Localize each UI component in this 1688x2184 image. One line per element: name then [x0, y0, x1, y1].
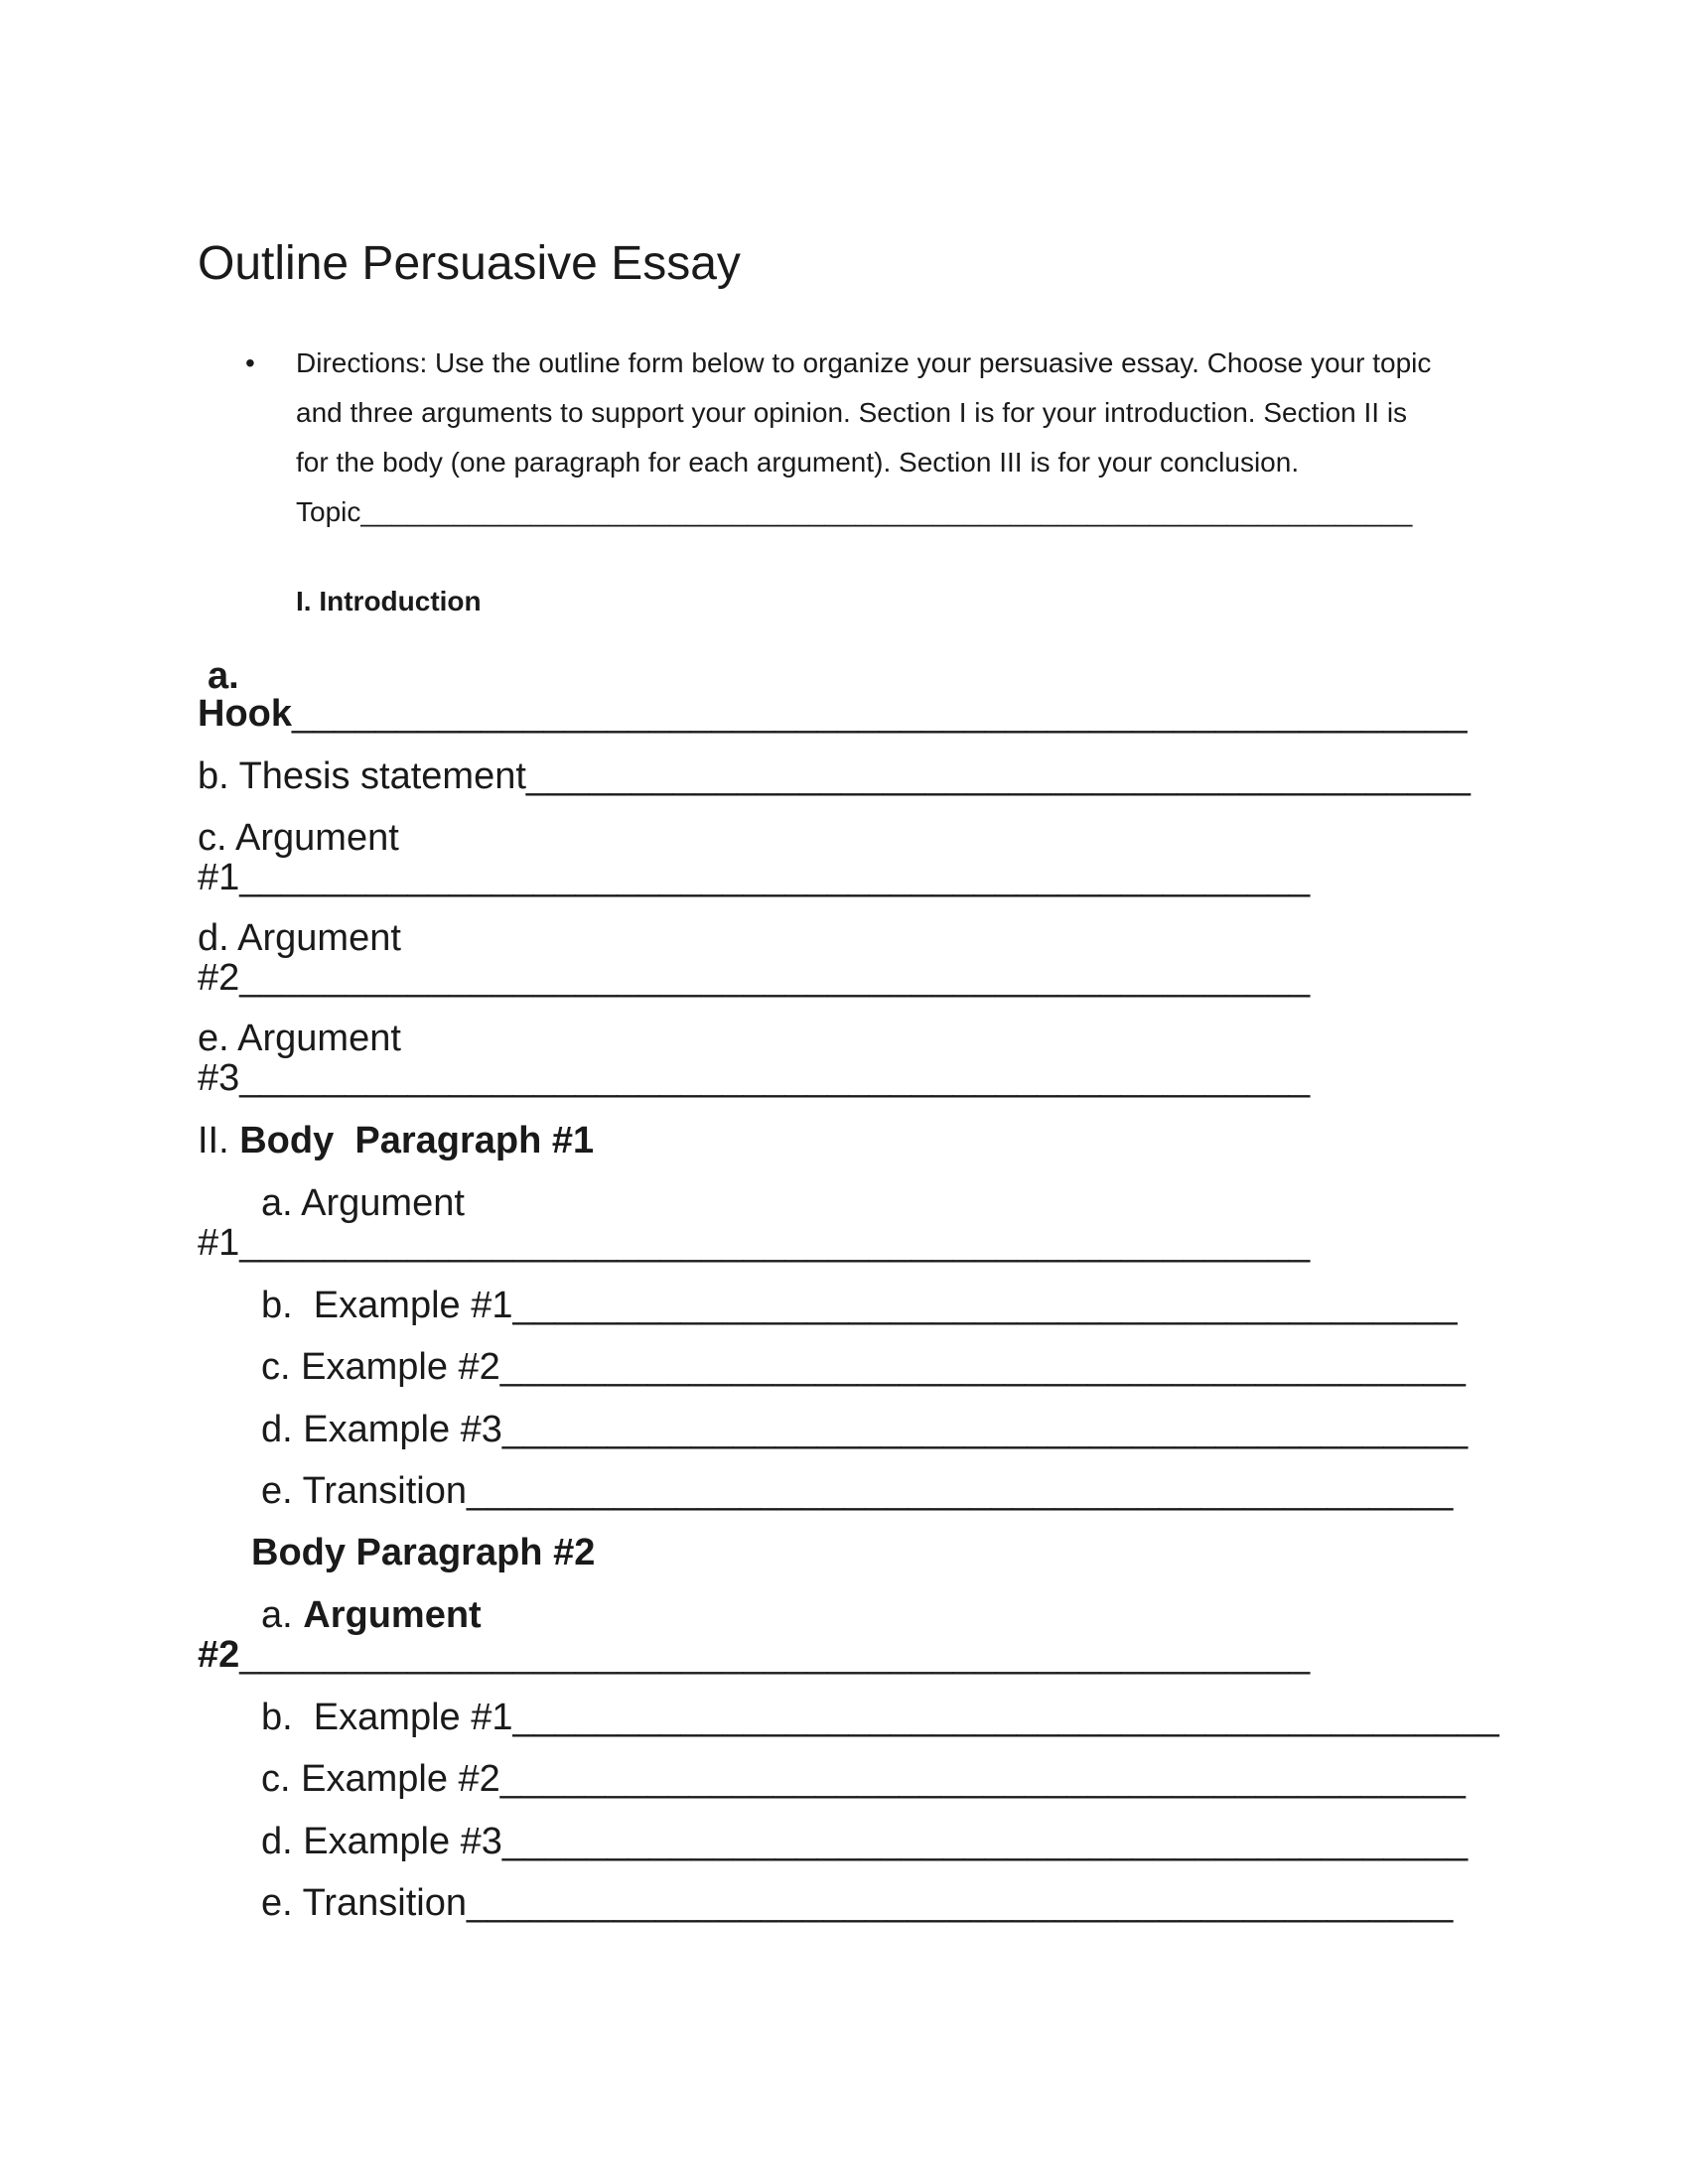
body-1-example-3: d. Example #3______________________________________________ [261, 1409, 1469, 1450]
directions-line-1: Directions: Use the outline form below to organize your persuasive essay. Choose your topic [296, 347, 1432, 378]
body-1-argument-blank: #1___________________________________________________ [198, 1222, 1311, 1264]
body-2-argument-number: #2 [198, 1634, 240, 1676]
body-2-transition: e. Transition_______________________________________________ [261, 1882, 1454, 1924]
page-title: Outline Persuasive Essay [198, 237, 741, 290]
section-introduction-heading: I. Introduction [296, 586, 482, 616]
section-numeral: II. [198, 1120, 240, 1161]
body-1-heading-text: Body Paragraph #1 [239, 1120, 595, 1161]
topic-line: Topic____________________________________________________________________ [296, 496, 1413, 527]
intro-argument-3-label: e. Argument [198, 1018, 401, 1059]
body-2-argument-blank [198, 1636, 1310, 1674]
directions-line-3: for the body (one paragraph for each argument). Section III is for your conclusion. [296, 447, 1300, 478]
body-2-argument-word: Argument [303, 1594, 482, 1636]
intro-argument-1-label: c. Argument [198, 817, 399, 859]
body-1-example-2: c. Example #2______________________________________________ [261, 1346, 1466, 1388]
body-2-example-2: c. Example #2______________________________________________ [261, 1758, 1466, 1800]
body-2-argument-prefix: a. [261, 1594, 304, 1636]
body-2-example-3: d. Example #3______________________________________________ [261, 1821, 1469, 1862]
hook-line [198, 695, 1468, 733]
body-2-argument-underline: ___________________________________________________ [239, 1634, 1311, 1676]
directions-line-2: and three arguments to support your opinion. Section I is for your introduction. Section II is [296, 397, 1408, 428]
hook-blank: ________________________________________________________ [292, 693, 1468, 735]
body-2-example-1: b. Example #1_______________________________________________ [261, 1697, 1499, 1738]
directions-bullet: • [245, 347, 255, 378]
body-2-argument-label [261, 1596, 482, 1634]
intro-argument-1-blank: #1___________________________________________________ [198, 857, 1311, 898]
intro-argument-3-blank: #3___________________________________________________ [198, 1057, 1311, 1099]
thesis-line: b. Thesis statement_____________________________________________ [198, 755, 1471, 797]
intro-argument-2-label: d. Argument [198, 917, 401, 959]
hook-letter: a. [208, 655, 239, 697]
hook-label: Hook [198, 693, 292, 735]
section-body-2-heading: Body Paragraph #2 [251, 1532, 596, 1573]
body-1-transition: e. Transition_______________________________________________ [261, 1470, 1454, 1512]
body-1-argument-label: a. Argument [261, 1182, 465, 1224]
intro-argument-2-blank: #2___________________________________________________ [198, 957, 1311, 999]
section-body-1-heading [198, 1122, 594, 1160]
body-1-example-1: b. Example #1_____________________________________________ [261, 1285, 1458, 1326]
